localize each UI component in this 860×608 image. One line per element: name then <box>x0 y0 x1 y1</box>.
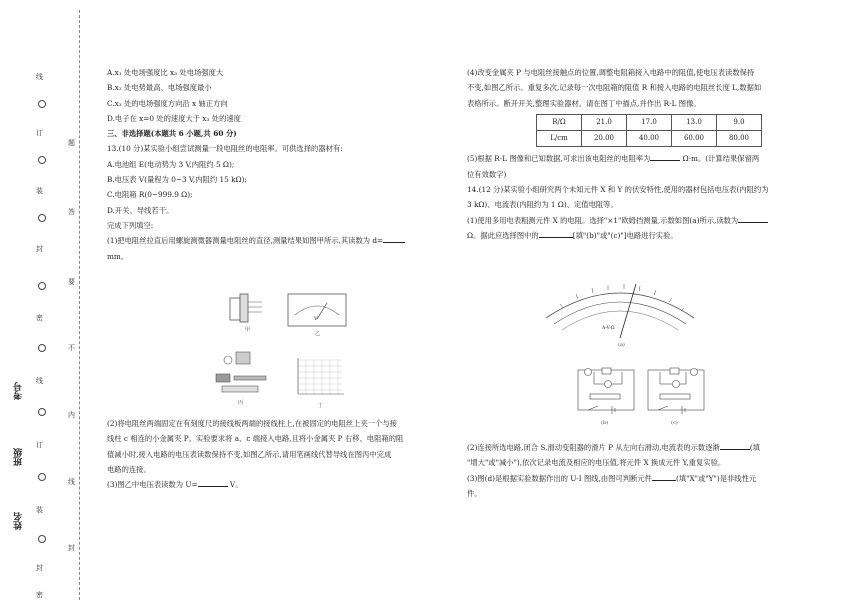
warning-char: 不 <box>68 344 75 352</box>
q13-item-a: A.电池组 E(电动势为 3 V,内阻约 5 Ω); <box>107 159 235 169</box>
seal-char: 封 <box>36 564 43 572</box>
right-column <box>467 65 802 243</box>
q14-part1-text: (1)使用多用电表粗测元件 X 的电阻。选择"×1"欧姆挡测量,示数如图(a)所示,读数为 <box>467 215 739 225</box>
q13-part2-line2: 线柱 c 相连的小金属夹 P。实验要求将 a、c 端接入电路,且将小金属夹 P 右移、电阻箱的阻 <box>107 434 404 444</box>
rl-grid-drawing <box>290 356 346 400</box>
q13-part5-text: (5)根据 R-L 图像和已知数据,可求出该电阻丝的电阻率为 <box>467 154 651 164</box>
figure-multimeter-dial <box>540 274 700 340</box>
q13-part1 <box>107 233 452 248</box>
answer-blank-ohm-reading[interactable] <box>738 214 768 223</box>
q14-part2-tail: (填 <box>749 443 760 452</box>
q13-part3-text: (3)图乙中电压表读数为 U= <box>107 480 198 490</box>
q13-item-b: B.电压表 V(量程为 0~3 V,内阻约 15 kΩ); <box>107 175 247 185</box>
voltmeter-unit: V <box>314 316 318 322</box>
q13-part3 <box>107 477 452 492</box>
q14-part2-line1 <box>467 440 802 455</box>
exam-number-label: 考号 <box>14 382 24 400</box>
warning-char: 内 <box>68 411 75 419</box>
seal-circle <box>38 473 46 481</box>
figure-circuit-c <box>646 364 708 416</box>
circuit-c-drawing <box>646 364 708 416</box>
seal-circle <box>38 344 46 352</box>
table-cell: 80.00 <box>717 131 762 147</box>
option-a: A.x₁ 处电场强度比 x₃ 处电场强度大 <box>107 68 224 77</box>
q13-part1-text: (1)把电阻丝拉直后用螺旋测微器测量电阻丝的直径,测量结果如图甲所示,其读数为 d= <box>107 236 384 246</box>
seal-circle <box>38 408 46 416</box>
figure-label-ding: 丁 <box>318 403 324 409</box>
micrometer-drawing <box>226 292 266 324</box>
right-column-lower <box>467 440 802 501</box>
seal-circle <box>38 156 46 164</box>
q14-part1-line2 <box>467 228 802 243</box>
q13-part1-unit: mm。 <box>107 251 129 261</box>
q14-part3-tail: (填"X"或"Y")是非线性元 <box>675 473 757 483</box>
components-drawing <box>214 350 270 396</box>
figure-circuit-components <box>214 350 270 396</box>
q13-part5 <box>467 151 802 166</box>
seal-char: 装 <box>36 187 43 195</box>
seal-circle <box>38 214 46 222</box>
seal-char: 密 <box>36 314 43 322</box>
answer-blank-d[interactable] <box>383 234 405 243</box>
q14-part1-line1 <box>467 213 802 228</box>
q14-part2-line2: "增大"或"减小"),依次记录电流及相应的电压值,将元件 X 换成元件 Y,重复实验。 <box>467 458 726 468</box>
seal-char: 订 <box>36 129 43 137</box>
option-b: B.x₂ 处电势最高、电场强度最小 <box>107 83 212 93</box>
figure-label-c: (c) <box>671 420 678 426</box>
multimeter-dial-drawing <box>540 274 700 340</box>
table-cell: 20.00 <box>582 131 627 147</box>
figure-voltmeter <box>287 293 347 327</box>
q13-part4-line1: (4)改变金属夹 P 与电阻丝接触点的位置,调整电阻箱接入电路中的阻值,使电压表读数保持 <box>467 68 755 77</box>
figure-label-bing: 丙 <box>238 400 244 406</box>
class-label: 班级 <box>14 448 24 466</box>
q14-part3-line1 <box>467 471 802 486</box>
seal-line <box>79 10 80 600</box>
answer-blank-circuit-choice[interactable] <box>539 229 573 238</box>
fill-prompt: 完成下列填空: <box>107 220 154 230</box>
circuit-b-drawing <box>576 364 638 416</box>
table-cell: 40.00 <box>627 131 672 147</box>
seal-char: 封 <box>36 245 43 253</box>
dial-mark: A-V-Ω <box>602 326 615 331</box>
seal-char: 订 <box>36 441 43 449</box>
q14-part1-text3: [填"(b)"或"(c)"]电路进行实验。 <box>572 230 678 240</box>
answer-blank-nonlinear[interactable] <box>652 472 676 481</box>
q13-part2-line4: 电路的连接。 <box>107 464 151 474</box>
seal-char: 线 <box>36 377 43 385</box>
left-column-lower <box>107 416 452 492</box>
q13-part5-tail: Ω·m。(计算结果保留两 <box>682 154 760 164</box>
answer-blank-u[interactable] <box>198 478 228 487</box>
table-row <box>537 131 762 147</box>
table-cell: 13.0 <box>672 114 717 130</box>
table-row <box>537 114 762 130</box>
seal-circle <box>38 535 46 543</box>
seal-char: 装 <box>36 506 43 514</box>
q14-part1-text2: Ω。据此应选择图中的 <box>467 230 539 240</box>
warning-char: 线 <box>68 478 75 486</box>
warning-char: 封 <box>68 544 75 552</box>
answer-blank-resistivity[interactable] <box>650 152 680 161</box>
seal-circle <box>38 282 46 290</box>
name-label: 姓名 <box>14 512 24 530</box>
figure-rl-grid <box>290 356 346 400</box>
q13-part4-line2: 不变,如图乙所示。重复多次,记录每一次电阻箱的阻值 R 和接入电路的电阻丝长度 L,数据如 <box>467 83 762 93</box>
table-cell: 60.00 <box>672 131 717 147</box>
answer-blank-current-trend[interactable] <box>720 441 750 450</box>
table-header-cell: R/Ω <box>537 114 582 130</box>
binding-margin <box>0 0 95 608</box>
q13-part2-line3: 值减小时,接入电路的电压表读数保持不变,如图乙所示,请用笔画线代替导线在图丙中完成 <box>107 449 392 459</box>
q14-part2-text: (2)连接所选电路,闭合 S,滑动变阻器的滑片 P 从左向右滑动,电流表的示数逐渐 <box>467 443 720 452</box>
seal-char: 密 <box>36 591 43 599</box>
q13-part5-note: 位有效数字) <box>467 169 507 179</box>
warning-char: 题 <box>68 139 75 147</box>
figure-micrometer <box>226 292 266 324</box>
q13-part2-line1: (2)将电阻丝两端固定在有刻度尺的接线板两端的接线柱上,在被固定的电阻丝上夹一个与接 <box>107 419 397 428</box>
q13-item-c: C.电阻箱 R(0~999.9 Ω); <box>107 190 193 200</box>
q14-intro-line2: 3 kΩ)、电流表(内阻约为 1 Ω)、定值电阻等。 <box>467 200 618 210</box>
data-table <box>536 114 762 148</box>
q13-item-d: D.开关、导线若干。 <box>107 205 174 215</box>
q14-part3-text: (3)图(d)是根据实验数据作出的 U-I 图线,由图可判断元件 <box>467 473 652 483</box>
seal-circle <box>38 100 46 108</box>
q14-intro-line1: 14.(12 分)某实验小组研究两个未知元件 X 和 Y 的伏安特性,使用的器材包括电压表(内阻约为 <box>467 185 769 195</box>
option-d: D.电子在 x=0 处的速度大于 x₃ 处的速度 <box>107 113 241 123</box>
q13-intro: 13.(10 分)某实验小组尝试测量一段电阻丝的电阻率。可供选择的器材有: <box>107 144 343 154</box>
figure-label-yi: 乙 <box>315 331 321 337</box>
seal-char: 线 <box>36 73 43 81</box>
figure-circuit-b <box>576 364 638 416</box>
table-cell: 21.0 <box>582 114 627 130</box>
figure-label-b: (b) <box>601 420 609 426</box>
table-cell: 9.0 <box>717 114 762 130</box>
section-title: 三、非选择题(本题共 6 小题,共 60 分) <box>107 129 237 139</box>
figure-label-jia: 甲 <box>245 327 251 333</box>
option-c: C.x₃ 处的电场强度方向沿 x 轴正方向 <box>107 98 228 108</box>
table-cell: 17.0 <box>627 114 672 130</box>
q13-part3-unit: V。 <box>229 480 243 490</box>
q13-part4-line3: 表格所示。断开开关,整理实验器材。请在图丁中描点,并作出 R-L 图像。 <box>467 98 701 108</box>
warning-char: 答 <box>68 208 75 216</box>
table-header-cell: L/cm <box>537 131 582 147</box>
q14-part3-line2: 件。 <box>467 488 482 498</box>
figure-label-a: (a) <box>618 342 625 348</box>
left-column <box>107 65 452 264</box>
warning-char: 要 <box>68 278 75 286</box>
